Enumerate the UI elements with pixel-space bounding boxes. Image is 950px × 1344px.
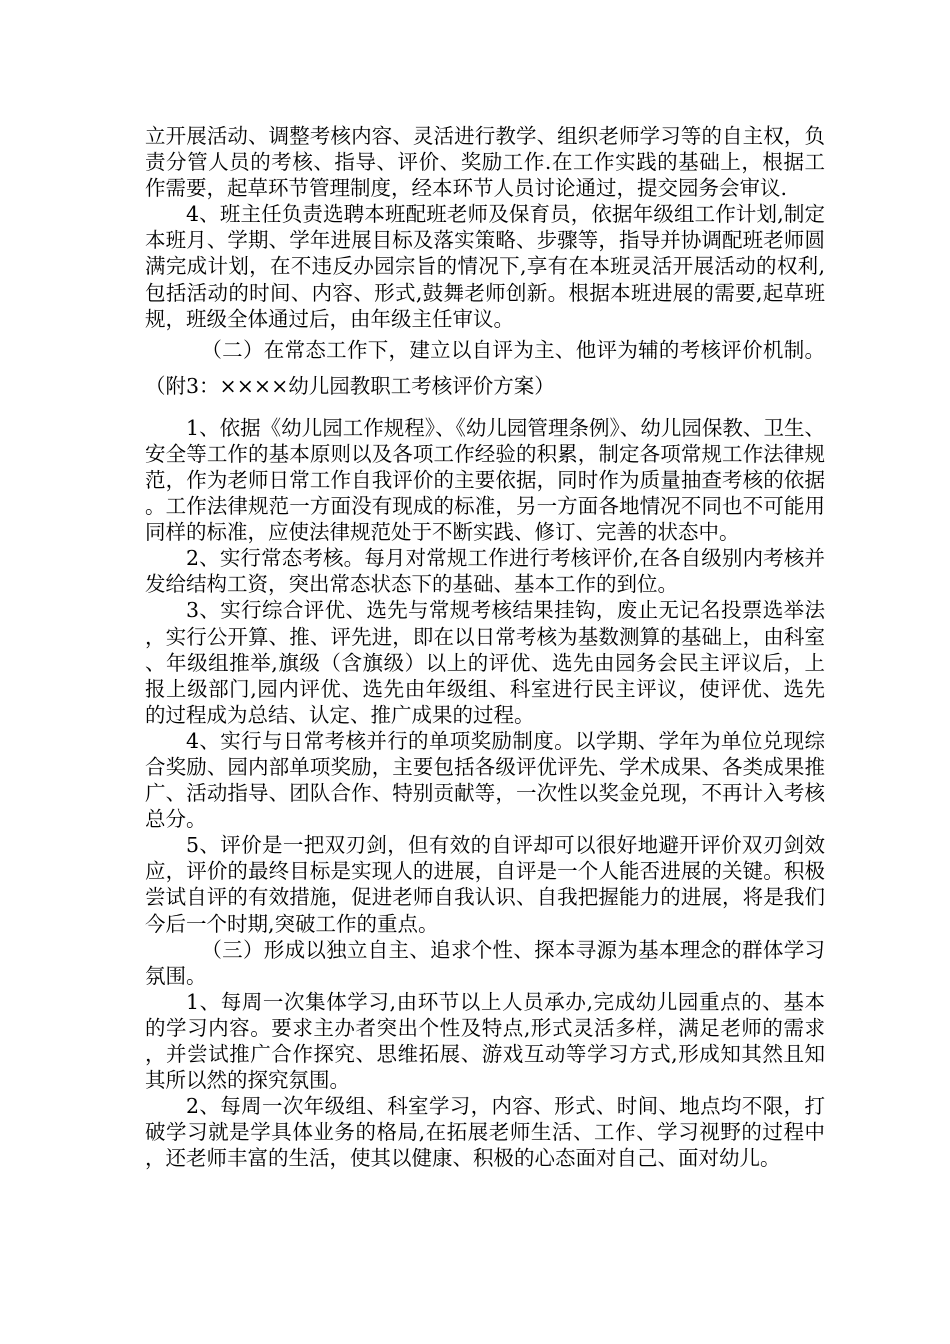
section-heading-2: （二）在常态工作下，建立以自评为主、他评为辅的考核评价机制。（附3：××××幼儿园教职工考核评价方案）	[145, 337, 825, 398]
paragraph-continuation: 立开展活动、调整考核内容、灵活进行教学、组织老师学习等的自主权，负责分管人员的考核、指导、评价、奖励工作.在工作实践的基础上，根据工作需要，起草环节管理制度，经本环节人员讨论通过，提交园务会审议.	[145, 124, 825, 201]
paragraph-item-4-head-teacher: 4、班主任负责选聘本班配班老师及保育员，依据年级组工作计划,制定本班月、学期、学年进展目标及落实策略、步骤等，指导并协调配班老师圆满完成计划，在不违反办园宗旨的情况下,享有在本班灵活开展活动的权利,包括活动的时间、内容、形式,鼓舞老师创新。根据本班进展的需要,起草班规，班级全体通过后，由年级主任审议。	[145, 202, 825, 331]
paragraph-item-2-routine-assessment: 2、实行常态考核。每月对常规工作进行考核评价,在各自级别内考核并发给结构工资，突出常态状态下的基础、基本工作的到位。	[145, 546, 825, 597]
paragraph-item-1-regulations: 1、依据《幼儿园工作规程》、《幼儿园管理条例》、幼儿园保教、卫生、安全等工作的基本原则以及各项工作经验的积累，制定各项常规工作法律规范，作为老师日常工作自我评价的主要依据，同时作为质量抽查考核的依据。工作法律规范一方面没有现成的标准，另一方面各地情况不同也不可能用同样的标准，应使法律规范处于不断实践、修订、完善的状态中。	[145, 415, 825, 545]
paragraph-item-5-self-evaluation: 5、评价是一把双刃剑，但有效的自评却可以很好地避开评价双刃剑效应，评价的最终目标是实现人的进展，自评是一个人能否进展的关键。积极尝试自评的有效措施，促进老师自我认识、自我把握能力的进展，将是我们今后一个时期,突破工作的重点。	[145, 833, 825, 936]
paragraph-item-4-awards: 4、实行与日常考核并行的单项奖励制度。以学期、学年为单位兑现综合奖励、园内部单项奖励，主要包括各级评优评先、学术成果、各类成果推广、活动指导、团队合作、特别贡献等，一次性以奖金兑现，不再计入考核总分。	[145, 728, 825, 832]
paragraph-item-3-evaluation: 3、实行综合评优、选先与常规考核结果挂钩，废止无记名投票选举法，实行公开算、推、评先进，即在以日常考核为基数测算的基础上，由科室、年级组推举,旗级（含旗级）以上的评优、选先由园务会民主评议后，上报上级部门,园内评优、选先由年级组、科室进行民主评议，使评优、选先的过程成为总结、认定、推广成果的过程。	[145, 598, 825, 727]
document-body	[145, 123, 825, 1171]
section-heading-3: （三）形成以独立自主、追求个性、探本寻源为基本理念的群体学习氛围。	[145, 937, 825, 988]
paragraph-item-2-group-study: 2、每周一次年级组、科室学习，内容、形式、时间、地点均不限，打破学习就是学具体业务的格局,在拓展老师生活、工作、学习视野的过程中，还老师丰富的生活，使其以健康、积极的心态面对自己、面对幼儿。	[145, 1094, 825, 1171]
paragraph-item-1-weekly-study: 1、每周一次集体学习,由环节以上人员承办,完成幼儿园重点的、基本的学习内容。要求主办者突出个性及特点,形式灵活多样，满足老师的需求，并尝试推广合作探究、思维拓展、游戏互动等学习方式,形成知其然且知其所以然的探究氛围。	[145, 989, 825, 1093]
